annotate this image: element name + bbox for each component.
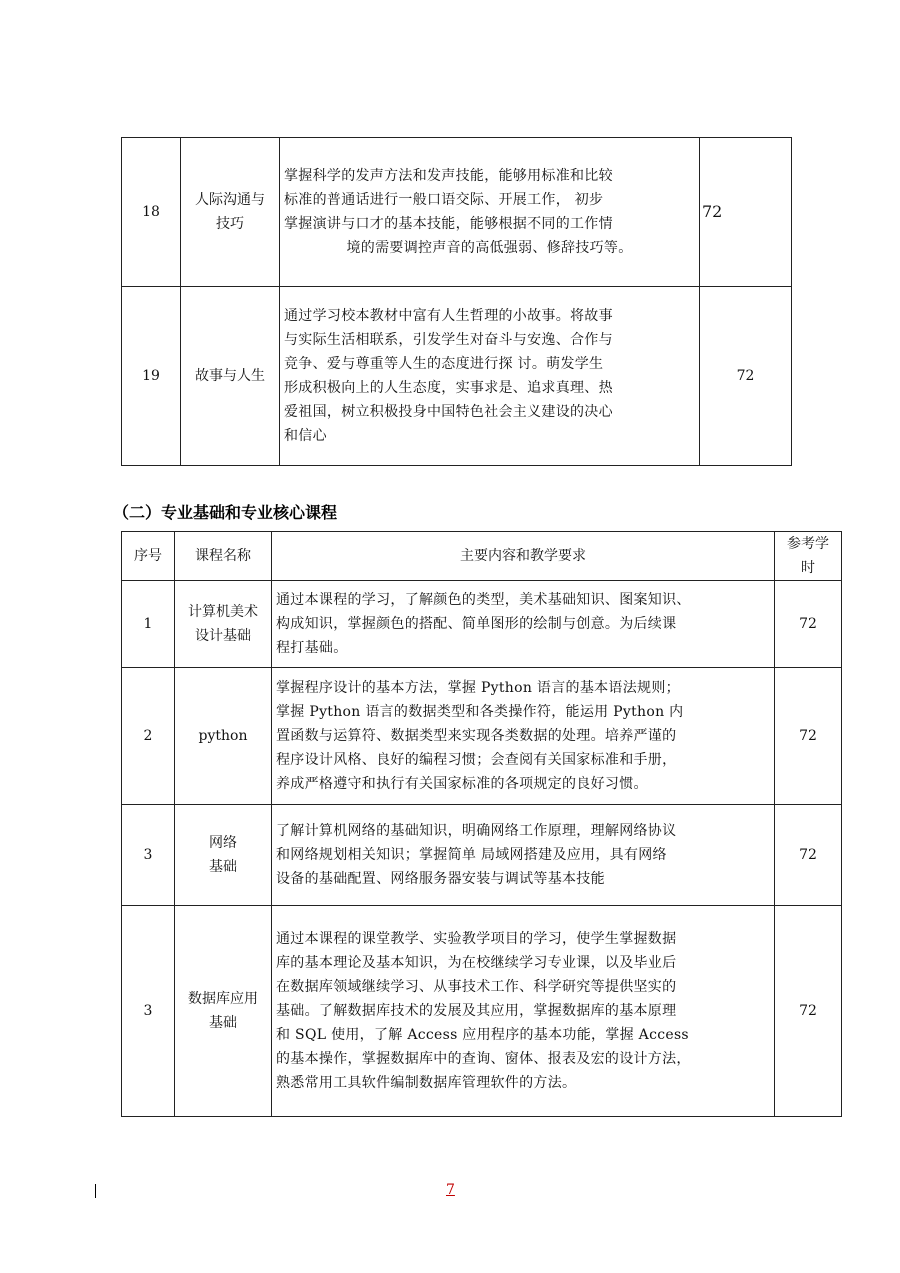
content-line: 掌握程序设计的基本方法，掌握 Python 语言的基本语法规则； [276,680,680,696]
header-hours-line: 时 [801,560,815,576]
content-line: 通过本课程的学习，了解颜色的类型，美术基础知识、图案知识、 [276,592,691,608]
course-name [181,138,280,287]
content-line: 标准的普通话进行一般口语交际、开展工作， 初步 [284,192,604,208]
content-line: 和信心 [284,428,327,444]
course-hours: 72 [700,138,792,287]
course-hours: 72 [775,668,842,805]
course-name-line: 基础 [209,859,237,875]
course-content [272,906,775,1117]
content-line: 境的需要调控声音的高低强弱、修辞技巧等。 [346,240,633,256]
table-row [122,581,842,668]
content-line: 竞争、爱与尊重等人生的态度进行探 讨。萌发学生 [284,356,604,372]
course-name [175,805,272,906]
course-number: 3 [122,906,175,1117]
content-line: 爱祖国，树立积极投身中国特色社会主义建设的决心 [284,404,613,420]
course-hours: 72 [775,581,842,668]
content-line: 与实际生活相联系，引发学生对奋斗与安逸、合作与 [284,332,613,348]
content-line: 养成严格遵守和执行有关国家标准的各项规定的良好习惯。 [276,776,648,792]
content-line: 了解计算机网络的基础知识，明确网络工作原理，理解网络协议 [276,823,677,839]
content-line: 和 SQL 使用，了解 Access 应用程序的基本功能，掌握 Access [276,1027,689,1043]
course-content [280,287,700,466]
content-line: 通过本课程的课堂教学、实验教学项目的学习，使学生掌握数据 [276,931,677,947]
course-content [272,805,775,906]
content-line: 置函数与运算符、数据类型来实现各类数据的处理。培养严谨的 [276,728,677,744]
course-table-core [121,531,842,1117]
course-number: 1 [122,581,175,668]
course-name-line: 计算机美术 [188,604,258,620]
table-row [122,668,842,805]
section-title: （二）专业基础和专业核心课程 [113,503,338,522]
content-line: 程打基础。 [276,640,348,656]
course-name-line: 数据库应用 [188,991,258,1007]
course-name-line: 人际沟通与 [195,192,265,208]
header-course-name: 课程名称 [175,532,272,581]
content-line: 形成积极向上的人生态度，实事求是、追求真理、热 [284,380,613,396]
content-line: 熟悉常用工具软件编制数据库管理软件的方法。 [276,1075,577,1091]
margin-mark [95,1184,96,1198]
content-line: 构成知识，掌握颜色的搭配、简单图形的绘制与创意。为后续课 [276,616,677,632]
course-number: 19 [122,287,181,466]
table-row [122,287,792,466]
content-line: 基础。了解数据库技术的发展及其应用，掌握数据库的基本原理 [276,1003,677,1019]
course-content [272,581,775,668]
content-line: 通过学习校本教材中富有人生哲理的小故事。将故事 [284,308,613,324]
table-row [122,805,842,906]
content-line: 库的基本理论及基本知识，为在校继续学习专业课，以及毕业后 [276,955,677,971]
header-number: 序号 [122,532,175,581]
course-number: 3 [122,805,175,906]
content-line: 设备的基础配置、网络服务器安装与调试等基本技能 [276,871,605,887]
course-name-line: 故事与人生 [195,368,265,384]
course-name-line: 基础 [209,1015,237,1031]
course-hours: 72 [700,287,792,466]
course-name [175,906,272,1117]
content-line: 掌握 Python 语言的数据类型和各类操作符，能运用 Python 内 [276,704,684,720]
course-name [175,581,272,668]
header-hours-line: 参考学 [787,536,829,552]
content-line: 和网络规划相关知识；掌握简单 局域网搭建及应用，具有网络 [276,847,667,863]
course-name-line: 网络 [209,835,237,851]
course-content [280,138,700,287]
course-number: 2 [122,668,175,805]
table-row [122,138,792,287]
course-name-line: 设计基础 [195,628,251,644]
course-content [272,668,775,805]
course-name [181,287,280,466]
content-line: 掌握科学的发声方法和发声技能，能够用标准和比较 [284,168,613,184]
course-hours: 72 [775,805,842,906]
content-line: 在数据库领域继续学习、从事技术工作、科学研究等提供坚实的 [276,979,677,995]
table-header-row [122,532,842,581]
course-name-line: python [198,728,248,744]
header-hours [775,532,842,581]
course-table-general [121,137,792,466]
course-hours: 72 [775,906,842,1117]
content-line: 的基本操作，掌握数据库中的查询、窗体、报表及宏的设计方法， [276,1051,691,1067]
course-name [175,668,272,805]
course-number: 18 [122,138,181,287]
content-line: 掌握演讲与口才的基本技能，能够根据不同的工作情 [284,216,613,232]
table-row [122,906,842,1117]
page-number: 7 [446,1182,455,1198]
content-line: 程序设计风格、良好的编程习惯；会查阅有关国家标准和手册， [276,752,677,768]
header-content: 主要内容和教学要求 [272,532,775,581]
course-name-line: 技巧 [216,216,244,232]
